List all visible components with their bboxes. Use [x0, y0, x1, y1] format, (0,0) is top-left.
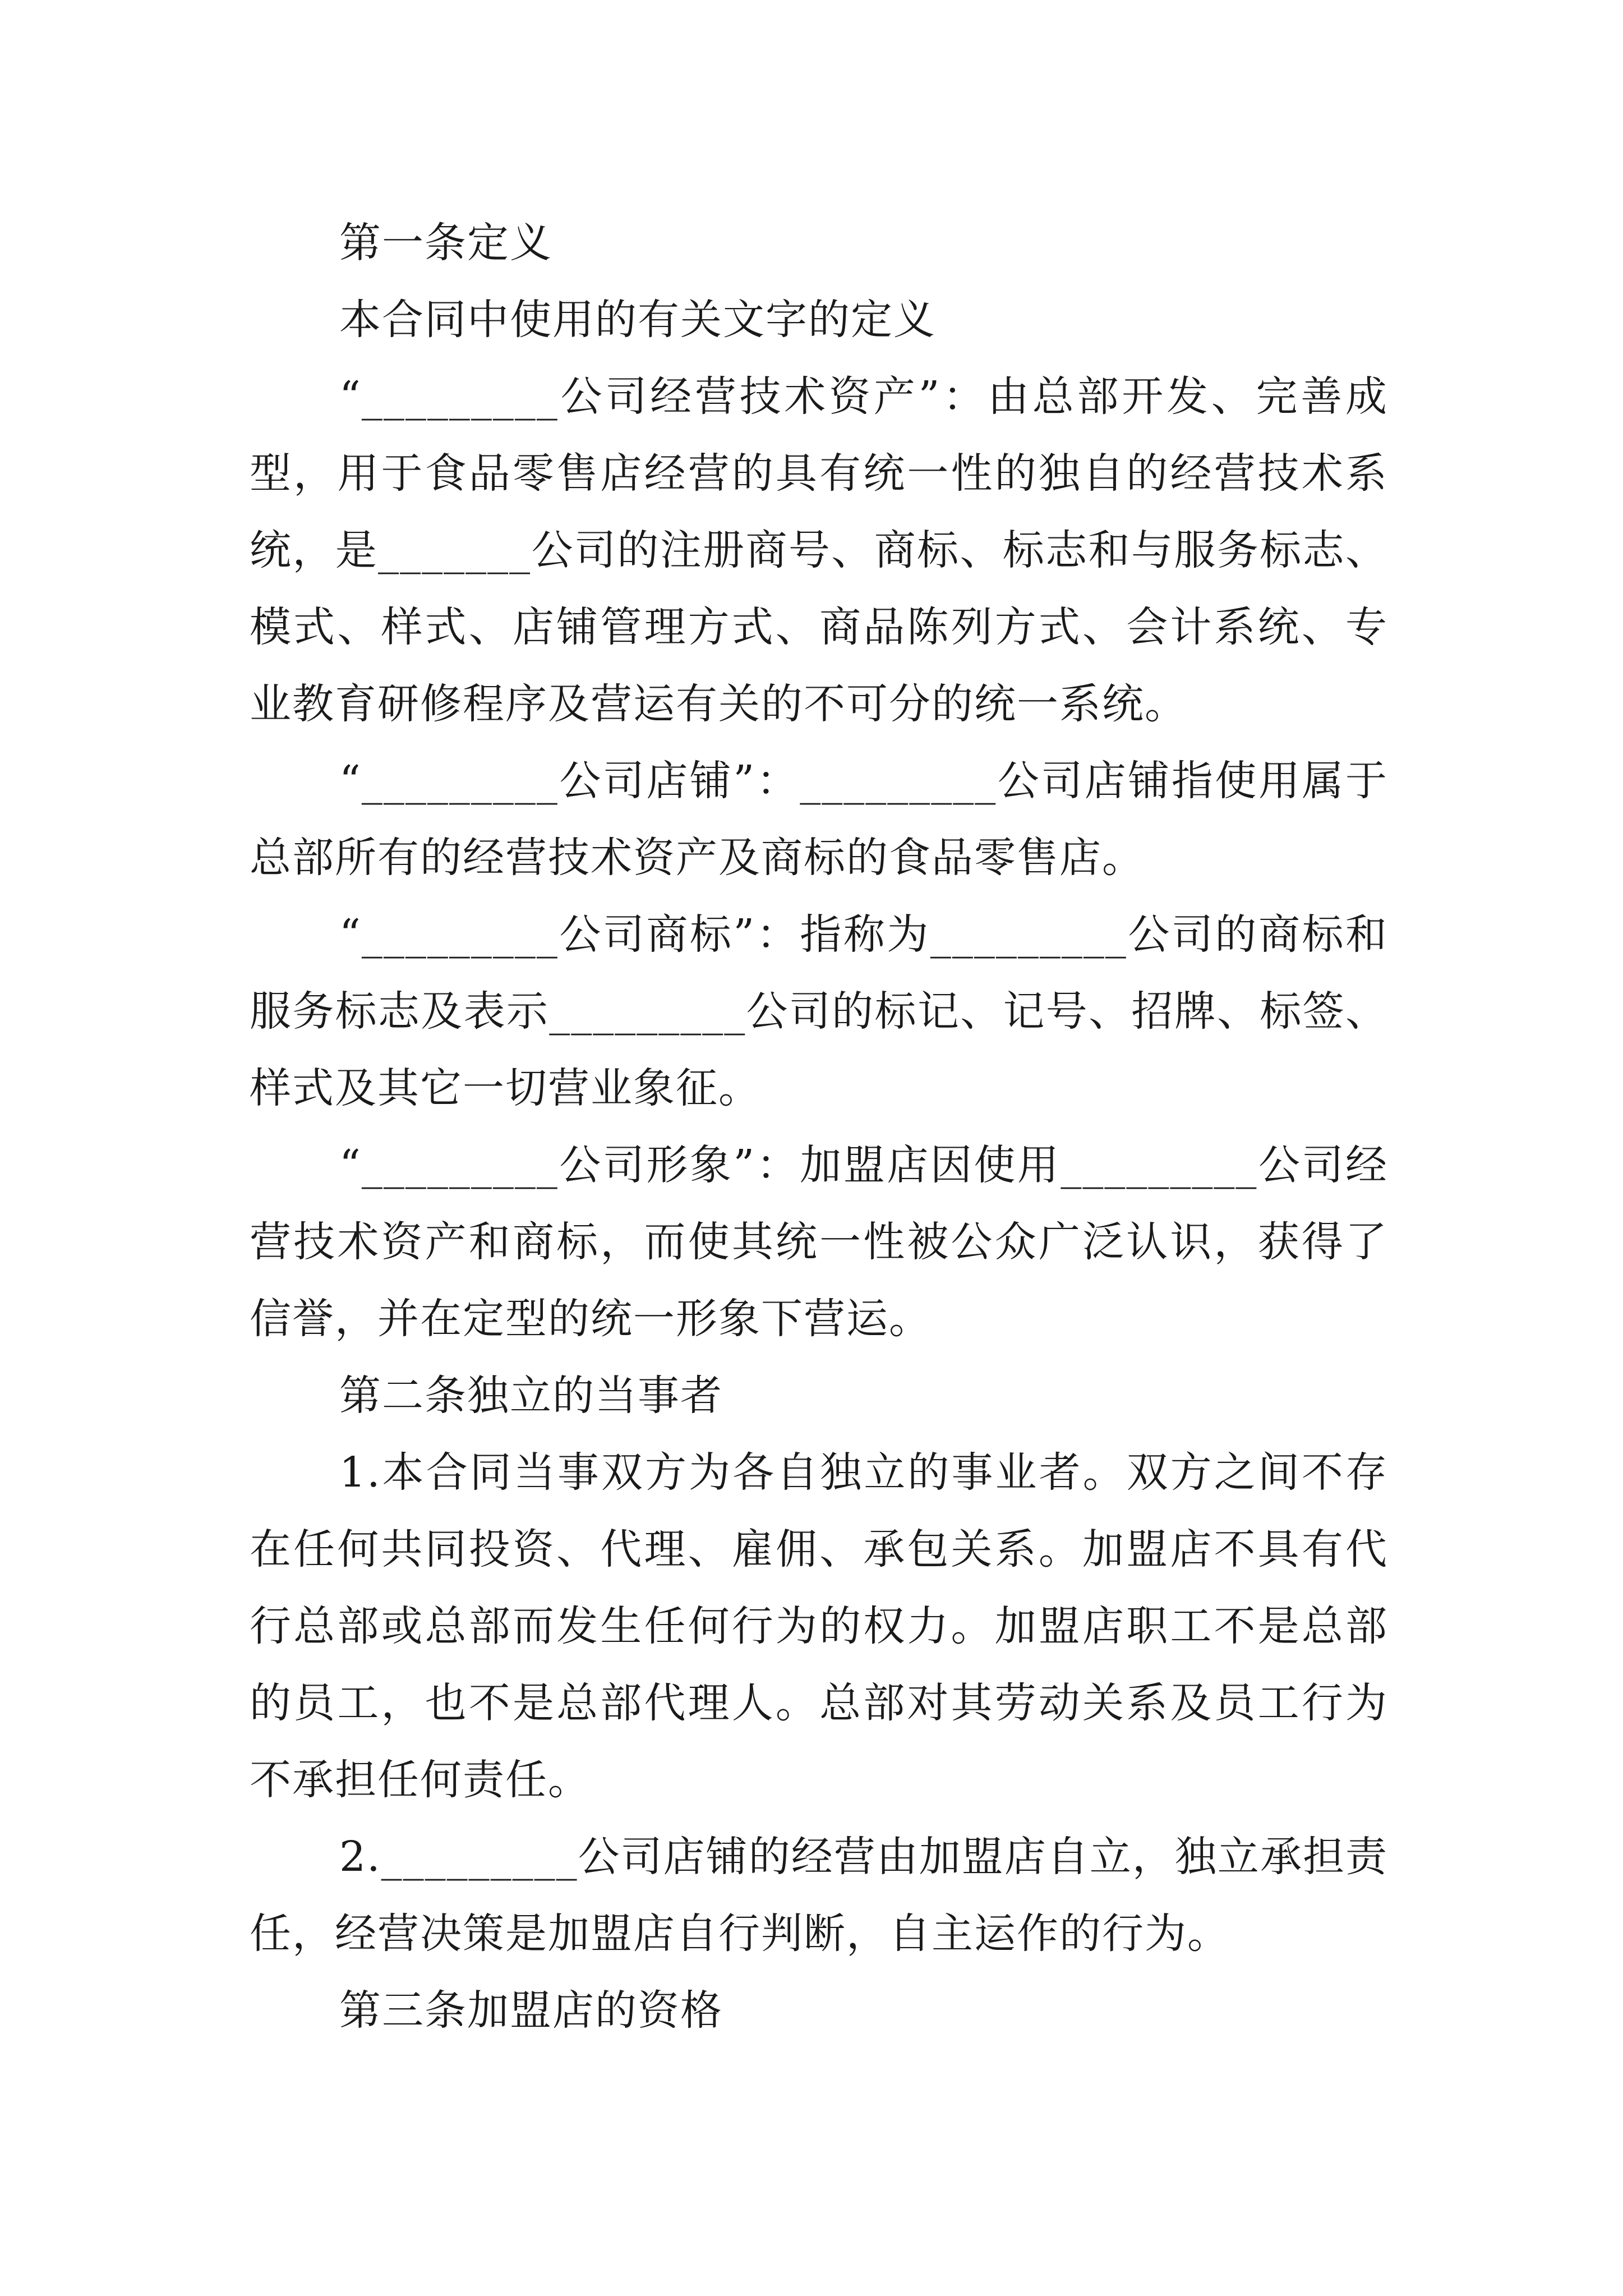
article-2-heading: 第二条独立的当事者 [339, 1372, 723, 1420]
article-1-heading: 第一条定义 [339, 219, 552, 267]
article-2-clause-1: 1.本合同当事双方为各自独立的事业者。双方之间不存在任何共同投资、代理、雇佣、承包关系。加盟店不具有代行总部或总部而发生任何行为的权力。加盟店职工不是总部的员工，也不是总部代理人。总部对其劳动关系及员工行为不承担任何责任。 [250, 1448, 1388, 1804]
article-2-clause-2: 2._________公司店铺的经营由加盟店自立，独立承担责任，经营决策是加盟店自行判断，自主运作的行为。 [250, 1833, 1388, 1958]
definitions-intro: 本合同中使用的有关文字的定义 [339, 296, 936, 344]
definition-company-store: “_________公司店铺”：_________公司店铺指使用属于总部所有的经营技术资产及商标的食品零售店。 [250, 757, 1388, 882]
definition-technical-assets: “_________公司经营技术资产”：由总部开发、完善成型，用于食品零售店经营的具有统一性的独自的经营技术系统，是_______公司的注册商号、商标、标志和与服务标志、模式、样式、店铺管理方式、商品陈列方式、会计系统、专业教育研修程序及营运有关的不可分的统一系统。 [250, 372, 1388, 728]
article-3-heading: 第三条加盟店的资格 [339, 1986, 723, 2035]
definition-company-trademark: “_________公司商标”：指称为_________公司的商标和服务标志及表示_________公司的标记、记号、招牌、标签、样式及其它一切营业象征。 [250, 910, 1388, 1112]
definition-company-image: “_________公司形象”：加盟店因使用_________公司经营技术资产和商标，而使其统一性被公众广泛认识，获得了信誉，并在定型的统一形象下营运。 [250, 1141, 1388, 1343]
